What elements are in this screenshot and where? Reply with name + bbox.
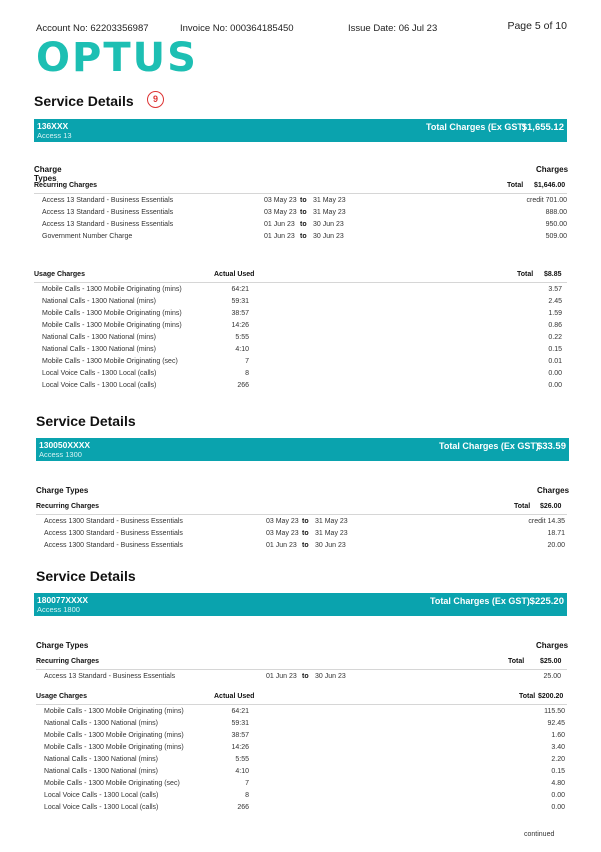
period-to: 30 Jun 23 (313, 233, 344, 240)
total-charges-amount: $225.20 (529, 596, 564, 607)
period-to-label: to (302, 518, 309, 525)
recurring-heading: Recurring Charges (36, 503, 100, 510)
usage-row (0, 792, 601, 804)
usage-amount: 92.45 (547, 720, 565, 727)
usage-actual: 59:31 (231, 298, 249, 305)
usage-row (0, 382, 601, 394)
usage-actual: 64:21 (231, 708, 249, 715)
charge-types-heading: Charge Types (34, 165, 62, 183)
recurring-total: $1,646.00 (534, 182, 566, 189)
usage-actual: 38:57 (231, 310, 249, 317)
usage-description: Mobile Calls - 1300 Mobile Originating (mins) (42, 310, 182, 317)
usage-description: Local Voice Calls - 1300 Local (calls) (42, 370, 157, 377)
usage-row (0, 732, 601, 744)
usage-description: Mobile Calls - 1300 Mobile Originating (mins) (44, 708, 184, 715)
period-from: 01 Jun 23 (264, 233, 295, 240)
usage-description: Mobile Calls - 1300 Mobile Originating (mins) (44, 732, 184, 739)
usage-amount: 0.01 (548, 358, 562, 365)
page-number: Page 5 of 10 (507, 20, 567, 32)
usage-actual: 4:10 (235, 768, 249, 775)
charge-amount: credit 701.00 (526, 197, 567, 204)
service-bar-2 (36, 438, 569, 461)
usage-description: National Calls - 1300 National (mins) (44, 768, 158, 775)
usage-amount: 3.57 (548, 286, 562, 293)
usage-heading: Usage Charges (34, 271, 85, 278)
usage-total-label: Total (517, 271, 534, 278)
usage-row (0, 334, 601, 346)
total-charges-amount: $33.59 (536, 441, 566, 452)
service-account: 180077XXXX (37, 595, 89, 605)
period-to: 31 May 23 (315, 518, 348, 525)
divider (36, 669, 567, 670)
usage-description: Local Voice Calls - 1300 Local (calls) (44, 792, 159, 799)
charge-description: Access 13 Standard - Business Essentials (44, 673, 176, 680)
charge-amount: 18.71 (547, 530, 565, 537)
usage-amount: 0.00 (548, 382, 562, 389)
charge-description: Access 1300 Standard - Business Essentials (44, 518, 183, 525)
charge-amount: 509.00 (545, 233, 567, 240)
recurring-total-label: Total (507, 182, 524, 189)
charge-row (0, 233, 601, 245)
usage-amount: 0.15 (551, 768, 565, 775)
usage-description: Local Voice Calls - 1300 Local (calls) (42, 382, 157, 389)
charge-amount: 20.00 (547, 542, 565, 549)
usage-description: National Calls - 1300 National (mins) (42, 334, 156, 341)
usage-actual: 8 (245, 370, 249, 377)
usage-description: National Calls - 1300 National (mins) (42, 346, 156, 353)
divider (36, 704, 567, 705)
usage-actual: 7 (245, 358, 249, 365)
period-to: 30 Jun 23 (313, 221, 344, 228)
period-from: 01 Jun 23 (266, 673, 297, 680)
usage-actual: 59:31 (231, 720, 249, 727)
usage-row (0, 708, 601, 720)
usage-total: $200.20 (538, 693, 564, 700)
usage-amount: 0.86 (548, 322, 562, 329)
usage-row (0, 370, 601, 382)
period-from: 01 Jun 23 (264, 221, 295, 228)
charge-description: Access 1300 Standard - Business Essentials (44, 542, 183, 549)
charge-types-heading: Charge Types (36, 641, 89, 650)
usage-actual: 7 (245, 780, 249, 787)
period-from: 03 May 23 (264, 197, 297, 204)
period-to-label: to (302, 542, 309, 549)
service-bar-1 (34, 119, 567, 142)
period-from: 01 Jun 23 (266, 542, 297, 549)
usage-total: $8.85 (544, 271, 562, 278)
usage-actual: 5:55 (235, 756, 249, 763)
continued-note: continued (524, 831, 555, 838)
usage-row (0, 804, 601, 816)
usage-amount: 2.20 (551, 756, 565, 763)
usage-amount: 115.50 (544, 708, 565, 715)
actual-used-heading: Actual Used (214, 271, 255, 278)
period-to: 31 May 23 (313, 209, 346, 216)
usage-actual: 8 (245, 792, 249, 799)
period-to-label: to (300, 209, 307, 216)
issue-date: Issue Date: 06 Jul 23 (348, 23, 438, 34)
service-account: 130050XXXX (39, 440, 91, 450)
usage-description: Local Voice Calls - 1300 Local (calls) (44, 804, 159, 811)
usage-actual: 14:26 (231, 322, 249, 329)
usage-amount: 4.80 (551, 780, 565, 787)
service-name: Access 1300 (39, 450, 82, 459)
period-from: 03 May 23 (266, 530, 299, 537)
usage-amount: 1.59 (548, 310, 562, 317)
usage-heading: Usage Charges (36, 693, 87, 700)
usage-description: Mobile Calls - 1300 Mobile Originating (mins) (42, 322, 182, 329)
charge-description: Government Number Charge (42, 233, 133, 240)
charge-amount: credit 14.35 (528, 518, 565, 525)
period-to-label: to (302, 530, 309, 537)
usage-amount: 0.00 (551, 792, 565, 799)
charge-description: Access 13 Standard - Business Essentials (42, 221, 174, 228)
period-from: 03 May 23 (266, 518, 299, 525)
usage-actual: 14:26 (231, 744, 249, 751)
recurring-total-label: Total (508, 658, 525, 665)
charge-description: Access 13 Standard - Business Essentials (42, 209, 174, 216)
usage-description: Mobile Calls - 1300 Mobile Originating (sec) (42, 358, 178, 365)
charge-amount: 888.00 (545, 209, 567, 216)
usage-row (0, 768, 601, 780)
usage-description: National Calls - 1300 National (mins) (44, 720, 158, 727)
period-to: 31 May 23 (315, 530, 348, 537)
divider (34, 282, 567, 283)
actual-used-heading: Actual Used (214, 693, 255, 700)
period-to-label: to (302, 673, 309, 680)
period-to: 31 May 23 (313, 197, 346, 204)
charge-row (0, 197, 601, 209)
usage-row (0, 310, 601, 322)
usage-actual: 266 (237, 804, 249, 811)
usage-actual: 38:57 (231, 732, 249, 739)
usage-amount: 3.40 (551, 744, 565, 751)
usage-row (0, 346, 601, 358)
divider (34, 193, 567, 194)
charge-amount: 25.00 (543, 673, 561, 680)
optus-logo: OPTUS (36, 35, 198, 81)
usage-actual: 266 (237, 382, 249, 389)
usage-description: Mobile Calls - 1300 Mobile Originating (sec) (44, 780, 180, 787)
usage-row (0, 298, 601, 310)
charges-heading: Charges (536, 165, 569, 174)
usage-actual: 64:21 (231, 286, 249, 293)
usage-amount: 1.60 (551, 732, 565, 739)
divider (36, 514, 567, 515)
usage-description: National Calls - 1300 National (mins) (42, 298, 156, 305)
service-name: Access 1800 (37, 605, 80, 614)
charge-row (0, 530, 601, 542)
charge-row (0, 221, 601, 233)
total-charges-label: Total Charges (Ex GST) (426, 122, 526, 132)
section-title-3: Service Details (36, 568, 136, 584)
service-name: Access 13 (37, 131, 72, 140)
usage-amount: 0.15 (548, 346, 562, 353)
usage-row (0, 744, 601, 756)
period-to-label: to (300, 221, 307, 228)
page-badge: 9 (147, 91, 164, 108)
usage-description: Mobile Calls - 1300 Mobile Originating (mins) (42, 286, 182, 293)
charges-heading: Charges (537, 486, 570, 495)
charge-description: Access 13 Standard - Business Essentials (42, 197, 174, 204)
usage-row (0, 756, 601, 768)
usage-total-label: Total (519, 693, 536, 700)
account-number: Account No: 62203356987 (36, 23, 149, 34)
charge-row (0, 209, 601, 221)
period-to-label: to (300, 197, 307, 204)
charge-amount: 950.00 (545, 221, 567, 228)
charge-row (0, 518, 601, 530)
charge-types-heading: Charge Types (36, 486, 89, 495)
period-to: 30 Jun 23 (315, 542, 346, 549)
recurring-total-label: Total (514, 503, 531, 510)
total-charges-label: Total Charges (Ex GST) (439, 441, 539, 451)
total-charges-amount: $1,655.12 (521, 122, 564, 133)
usage-actual: 4:10 (235, 346, 249, 353)
usage-amount: 0.00 (548, 370, 562, 377)
service-account: 136XXX (37, 121, 69, 131)
recurring-total: $26.00 (540, 503, 562, 510)
usage-description: National Calls - 1300 National (mins) (44, 756, 158, 763)
usage-row (0, 322, 601, 334)
usage-row (0, 780, 601, 792)
usage-amount: 0.22 (548, 334, 562, 341)
period-from: 03 May 23 (264, 209, 297, 216)
usage-amount: 0.00 (551, 804, 565, 811)
period-to-label: to (300, 233, 307, 240)
usage-amount: 2.45 (548, 298, 562, 305)
charges-heading: Charges (536, 641, 569, 650)
period-to: 30 Jun 23 (315, 673, 346, 680)
recurring-heading: Recurring Charges (36, 658, 100, 665)
section-title-1: Service Details (34, 93, 134, 109)
usage-description: Mobile Calls - 1300 Mobile Originating (mins) (44, 744, 184, 751)
service-bar-3 (34, 593, 567, 616)
recurring-total: $25.00 (540, 658, 562, 665)
usage-actual: 5:55 (235, 334, 249, 341)
usage-row (0, 720, 601, 732)
section-title-2: Service Details (36, 413, 136, 429)
usage-row (0, 358, 601, 370)
charge-description: Access 1300 Standard - Business Essentials (44, 530, 183, 537)
total-charges-label: Total Charges (Ex GST) (430, 596, 530, 606)
invoice-number: Invoice No: 000364185450 (180, 23, 294, 34)
recurring-heading: Recurring Charges (34, 182, 98, 189)
usage-row (0, 286, 601, 298)
charge-row (0, 542, 601, 554)
charge-row (0, 673, 601, 685)
